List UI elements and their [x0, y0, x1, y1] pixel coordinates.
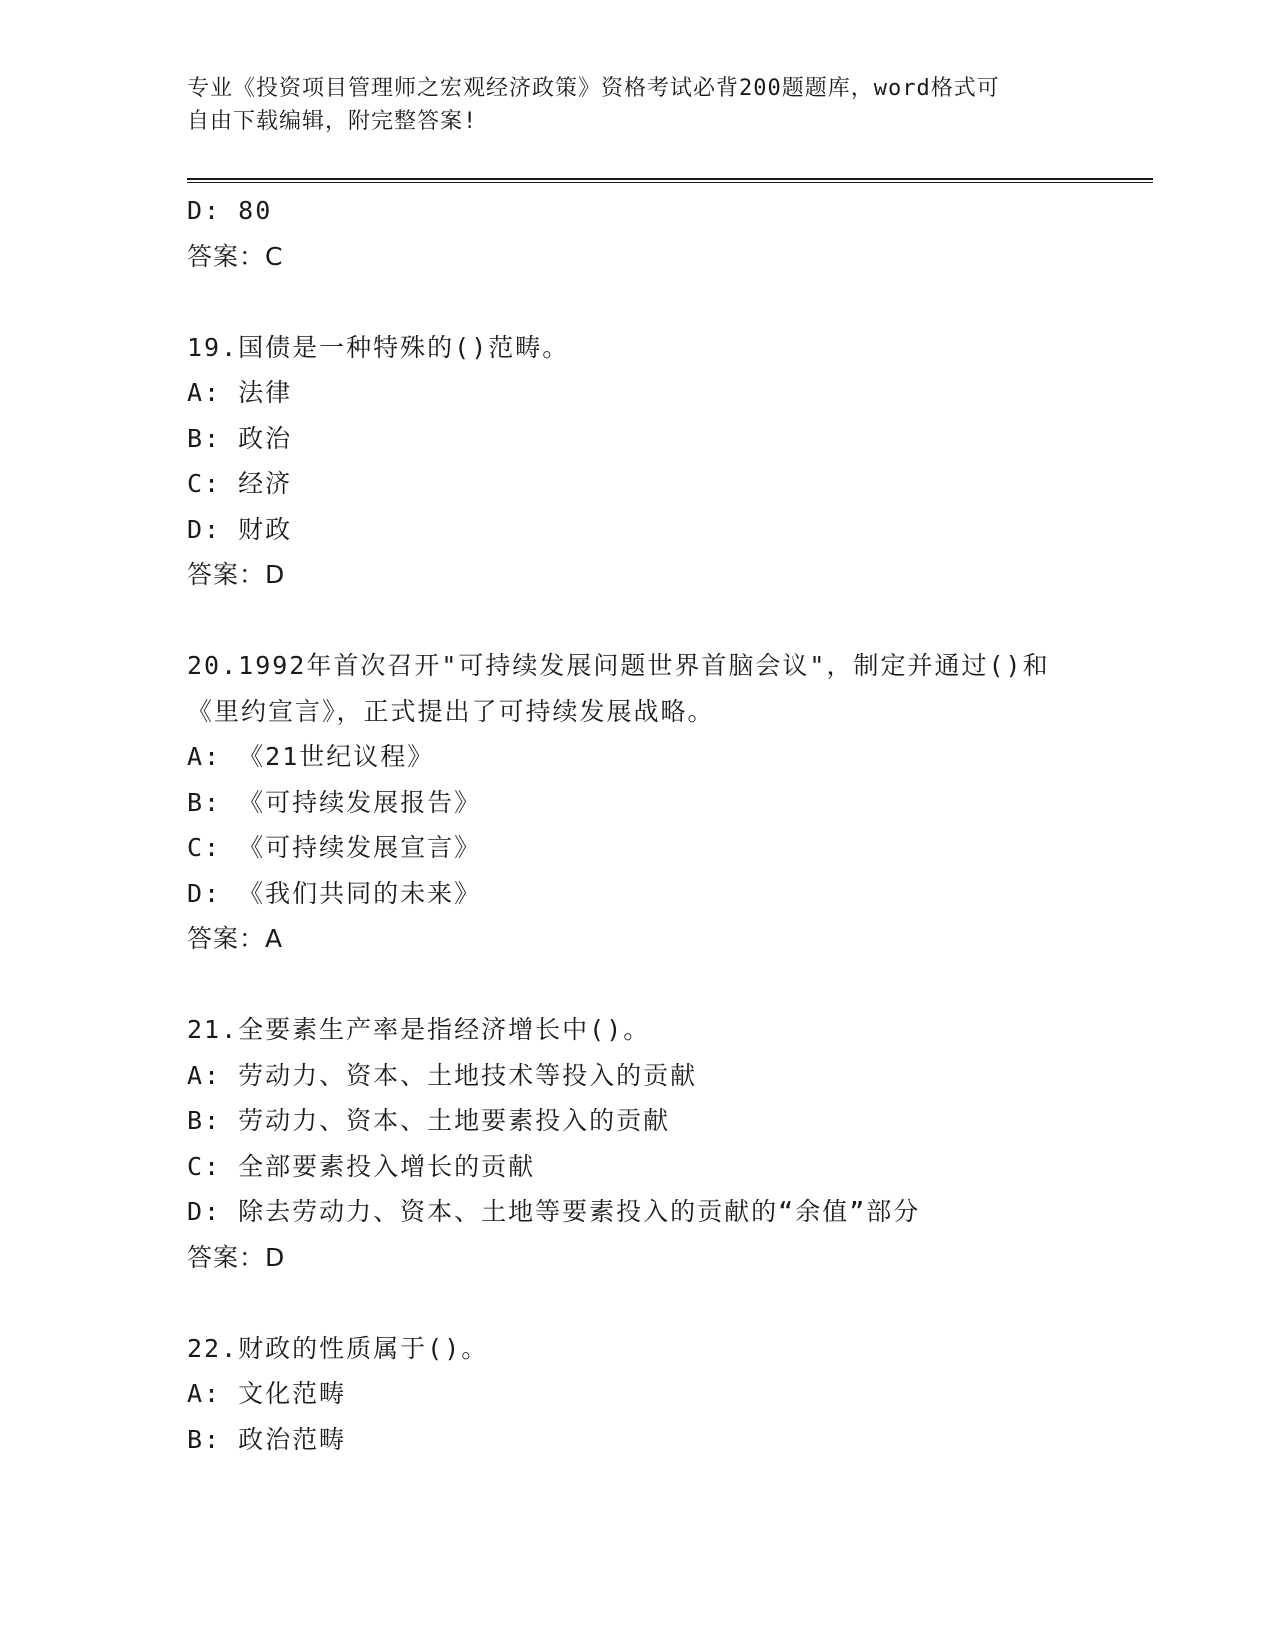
question-stem: 22.财政的性质属于()。 — [187, 1333, 489, 1363]
question-20 — [187, 643, 1153, 962]
question-21 — [187, 1007, 1153, 1280]
question-stem: 19.国债是一种特殊的()范畴。 — [187, 332, 570, 362]
option-a: A: 劳动力、资本、土地技术等投入的贡献 — [187, 1060, 698, 1090]
option-b: B: 《可持续发展报告》 — [187, 787, 482, 817]
page-header — [187, 72, 1087, 138]
spacer — [187, 1280, 1153, 1326]
option-c: C: 经济 — [187, 469, 293, 498]
spacer — [187, 598, 1153, 644]
option-d: D: 除去劳动力、资本、土地等要素投入的贡献的“余值”部分 — [187, 1197, 921, 1226]
option-b: B: 政治 — [187, 423, 293, 453]
question-19 — [187, 325, 1153, 598]
prev-answer: 答案：C — [187, 241, 284, 271]
question-stem-continued: 《里约宣言》，正式提出了可持续发展战略。 — [187, 696, 715, 726]
option-d: D: 《我们共同的未来》 — [187, 878, 482, 908]
header-title-line-1: 专业《投资项目管理师之宏观经济政策》资格考试必背200题题库，word格式可 — [187, 76, 1000, 101]
option-b: B: 政治范畴 — [187, 1424, 347, 1454]
option-a: A: 《21世纪议程》 — [187, 742, 435, 771]
question-stem: 21.全要素生产率是指经济增长中()。 — [187, 1015, 651, 1044]
spacer — [187, 962, 1153, 1008]
answer: 答案：D — [187, 1242, 286, 1272]
option-b: B: 劳动力、资本、土地要素投入的贡献 — [187, 1106, 671, 1135]
option-a: A: 文化范畴 — [187, 1379, 347, 1408]
option-c: C: 全部要素投入增长的贡献 — [187, 1151, 536, 1181]
answer: 答案：A — [187, 924, 284, 953]
option-a: A: 法律 — [187, 378, 293, 407]
answer: 答案：D — [187, 560, 286, 589]
prev-option-d: D: 80 — [187, 196, 273, 225]
spacer — [187, 279, 1153, 325]
question-22 — [187, 1326, 1153, 1463]
header-title-line-2: 自由下载编辑，附完整答案! — [187, 109, 478, 134]
question-list — [187, 188, 1153, 1462]
option-c: C: 《可持续发展宣言》 — [187, 833, 482, 862]
question-stem: 20.1992年首次召开"可持续发展问题世界首脑会议"，制定并通过()和 — [187, 651, 1050, 680]
option-d: D: 财政 — [187, 514, 293, 544]
header-divider — [187, 178, 1153, 183]
